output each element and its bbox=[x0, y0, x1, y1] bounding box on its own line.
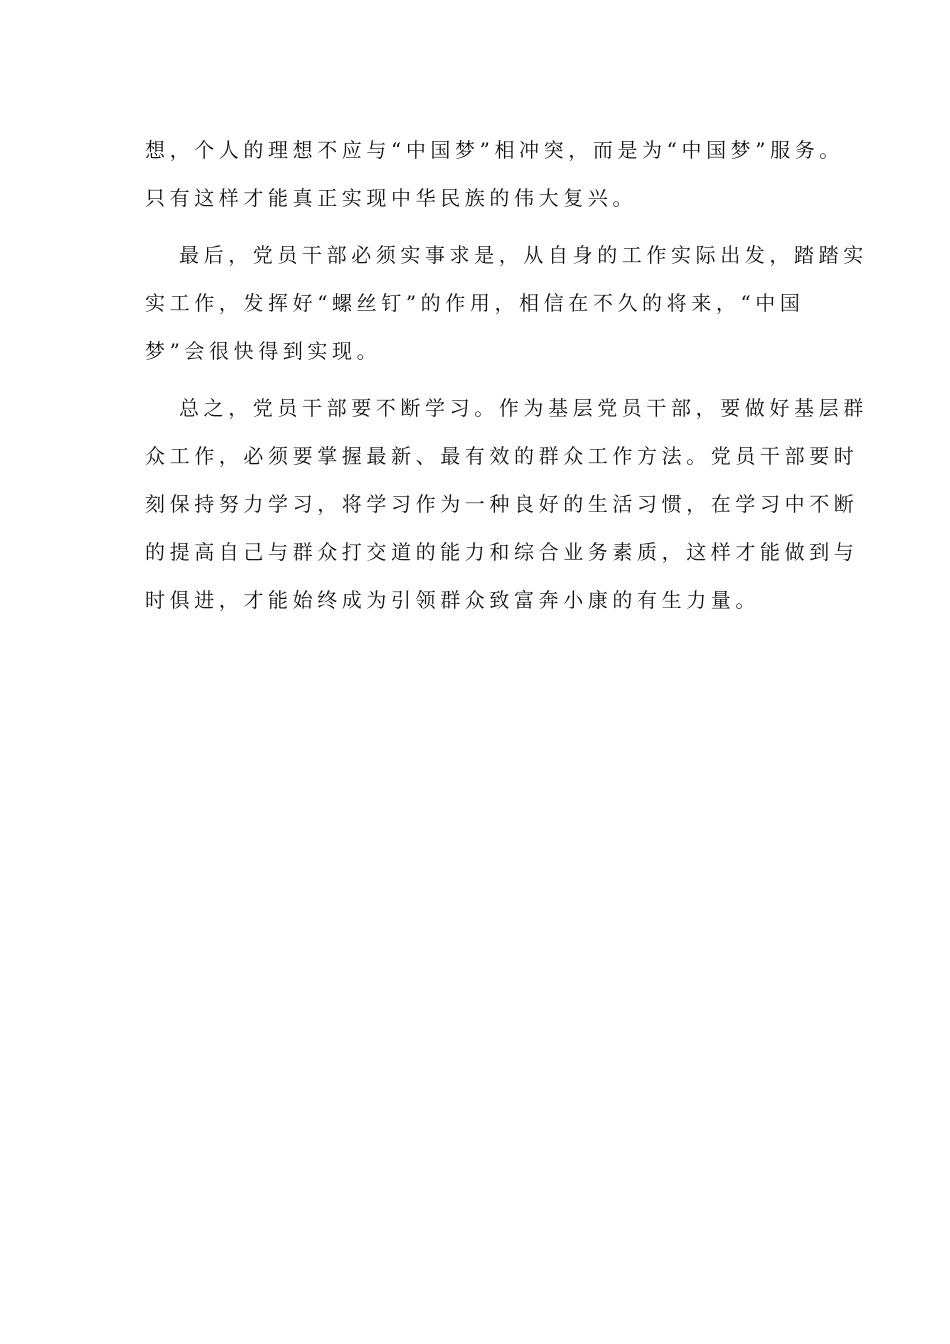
paragraph-in-summary bbox=[145, 384, 868, 624]
text-line: 总之，党员干部要不断学习。作为基层党员干部，要做好基层群 bbox=[179, 396, 868, 420]
text-line: 只有这样才能真正实现中华民族的伟大复兴。 bbox=[145, 186, 637, 210]
text-line: 时俱进，才能始终成为引领群众致富奔小康的有生力量。 bbox=[145, 588, 760, 612]
text-line: 想，个人的理想不应与“中国梦”相冲突，而是为“中国梦”服务。 bbox=[145, 138, 844, 162]
paragraph-finally bbox=[145, 231, 868, 375]
paragraph-continuation bbox=[145, 126, 844, 222]
text-line: 实工作，发挥好“螺丝钉”的作用，相信在不久的将来，“中国 bbox=[145, 291, 805, 315]
text-line: 梦”会很快得到实现。 bbox=[145, 339, 382, 363]
text-line: 最后，党员干部必须实事求是，从自身的工作实际出发，踏踏实 bbox=[179, 243, 868, 267]
text-line: 的提高自己与群众打交道的能力和综合业务素质，这样才能做到与 bbox=[145, 540, 859, 564]
text-line: 刻保持努力学习，将学习作为一种良好的生活习惯，在学习中不断 bbox=[145, 492, 859, 516]
text-line: 众工作，必须要掌握最新、最有效的群众工作方法。党员干部要时 bbox=[145, 444, 859, 468]
document-body bbox=[145, 126, 868, 624]
